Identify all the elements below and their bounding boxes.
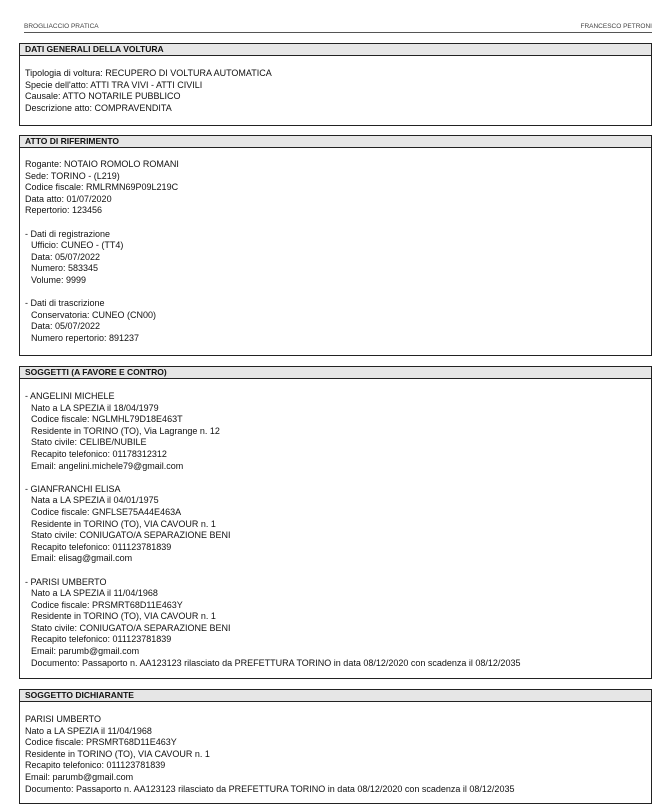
registrazione-data: Data: 05/07/2022 — [31, 251, 101, 262]
soggetto-email: Email: elisag@gmail.com — [31, 553, 133, 564]
section-title: SOGGETTO DICHIARANTE — [20, 690, 651, 702]
soggetto-name: - ANGELINI MICHELE — [25, 391, 115, 401]
soggetto-name: - PARISI UMBERTO — [25, 576, 107, 587]
soggetto-residenza: Residente in TORINO (TO), VIA CAVOUR n. 1 — [31, 611, 216, 622]
soggetto-nascita: Nato a LA SPEZIA il 11/04/1968 — [31, 588, 158, 599]
spacer — [25, 472, 646, 484]
sede: Sede: TORINO - (L219) — [25, 170, 120, 181]
registrazione-numero: Numero: 583345 — [31, 263, 99, 274]
dichiarante-documento: Documento: Passaporto n. AA123123 rilasciato da PREFETTURA TORINO in data 08/12/2020 con scadenza il 08/12/2035 — [25, 783, 515, 794]
soggetto-codice-fiscale: Codice fiscale: GNFLSE75A44E463A — [31, 506, 182, 517]
section-title: DATI GENERALI DELLA VOLTURA — [20, 44, 651, 56]
descrizione-atto: Descrizione atto: COMPRAVENDITA — [25, 102, 172, 113]
dichiarante-email: Email: parumb@gmail.com — [25, 771, 134, 782]
soggetto-name: - GIANFRANCHI ELISA — [25, 483, 121, 494]
spacer — [25, 217, 646, 229]
dichiarante-nascita: Nato a LA SPEZIA il 11/04/1968 — [25, 725, 152, 736]
repertorio: Repertorio: 123456 — [25, 205, 103, 216]
spacer — [25, 287, 646, 299]
section-soggetti — [19, 366, 652, 679]
section-atto-riferimento — [19, 135, 652, 356]
spacer — [25, 565, 646, 577]
soggetto-residenza: Residente in TORINO (TO), VIA CAVOUR n. 1 — [31, 518, 216, 529]
trascrizione-heading: - Dati di trascrizione — [25, 298, 105, 309]
rogante: Rogante: NOTAIO ROMOLO ROMANI — [25, 159, 179, 169]
trascrizione-data: Data: 05/07/2022 — [31, 321, 101, 332]
section-body — [20, 702, 651, 795]
section-soggetto-dichiarante — [19, 689, 652, 804]
dichiarante-name: PARISI UMBERTO — [25, 714, 102, 724]
page-header — [24, 23, 652, 33]
soggetto-codice-fiscale: Codice fiscale: PRSMRT68D11E463Y — [31, 599, 183, 610]
data-atto: Data atto: 01/07/2020 — [25, 193, 112, 204]
soggetto-email: Email: parumb@gmail.com — [31, 646, 140, 657]
header-title: BROGLIACCIO PRATICA — [24, 23, 99, 30]
dichiarante-telefono: Recapito telefonico: 011123781839 — [25, 760, 166, 771]
specie-atto: Specie dell'atto: ATTI TRA VIVI - ATTI CIVILI — [25, 79, 203, 90]
soggetto-codice-fiscale: Codice fiscale: NGLMHL79D18E463T — [31, 414, 183, 425]
section-body — [20, 56, 651, 114]
soggetto-telefono: Recapito telefonico: 011123781839 — [31, 634, 172, 645]
header-author: FRANCESCO PETRONI — [580, 23, 652, 30]
registrazione-ufficio: Ufficio: CUNEO - (TT4) — [31, 240, 124, 251]
trascrizione-numero-repertorio: Numero repertorio: 891237 — [31, 332, 140, 343]
codice-fiscale: Codice fiscale: RMLRMN69P09L219C — [25, 182, 179, 193]
soggetto-stato-civile: Stato civile: CONIUGATO/A SEPARAZIONE BENI — [31, 622, 231, 633]
registrazione-volume: Volume: 9999 — [31, 274, 87, 285]
soggetto-documento: Documento: Passaporto n. AA123123 rilasciato da PREFETTURA TORINO in data 08/12/2020 con scadenza il 08/12/2035 — [31, 657, 521, 668]
registrazione-heading: - Dati di registrazione — [25, 228, 111, 239]
section-body — [20, 379, 651, 669]
soggetto-residenza: Residente in TORINO (TO), Via Lagrange n. 12 — [31, 425, 220, 436]
dichiarante-residenza: Residente in TORINO (TO), VIA CAVOUR n. 1 — [25, 748, 210, 759]
section-dati-generali — [19, 43, 652, 126]
trascrizione-conservatoria: Conservatoria: CUNEO (CN00) — [31, 309, 157, 320]
soggetto-stato-civile: Stato civile: CELIBE/NUBILE — [31, 437, 147, 448]
section-title: ATTO DI RIFERIMENTO — [20, 136, 651, 148]
section-title: SOGGETTI (A FAVORE E CONTRO) — [20, 367, 651, 379]
section-body — [20, 148, 651, 345]
soggetto-telefono: Recapito telefonico: 01178312312 — [31, 448, 167, 459]
soggetto-nascita: Nata a LA SPEZIA il 04/01/1975 — [31, 495, 159, 506]
dichiarante-codice-fiscale: Codice fiscale: PRSMRT68D11E463Y — [25, 737, 177, 748]
soggetto-email: Email: angelini.michele79@gmail.com — [31, 460, 184, 471]
causale: Causale: ATTO NOTARILE PUBBLICO — [25, 91, 181, 102]
tipologia-voltura: Tipologia di voltura: RECUPERO DI VOLTURA AUTOMATICA — [25, 68, 272, 78]
soggetto-telefono: Recapito telefonico: 011123781839 — [31, 541, 172, 552]
soggetto-stato-civile: Stato civile: CONIUGATO/A SEPARAZIONE BENI — [31, 530, 231, 541]
soggetto-nascita: Nato a LA SPEZIA il 18/04/1979 — [31, 402, 159, 413]
